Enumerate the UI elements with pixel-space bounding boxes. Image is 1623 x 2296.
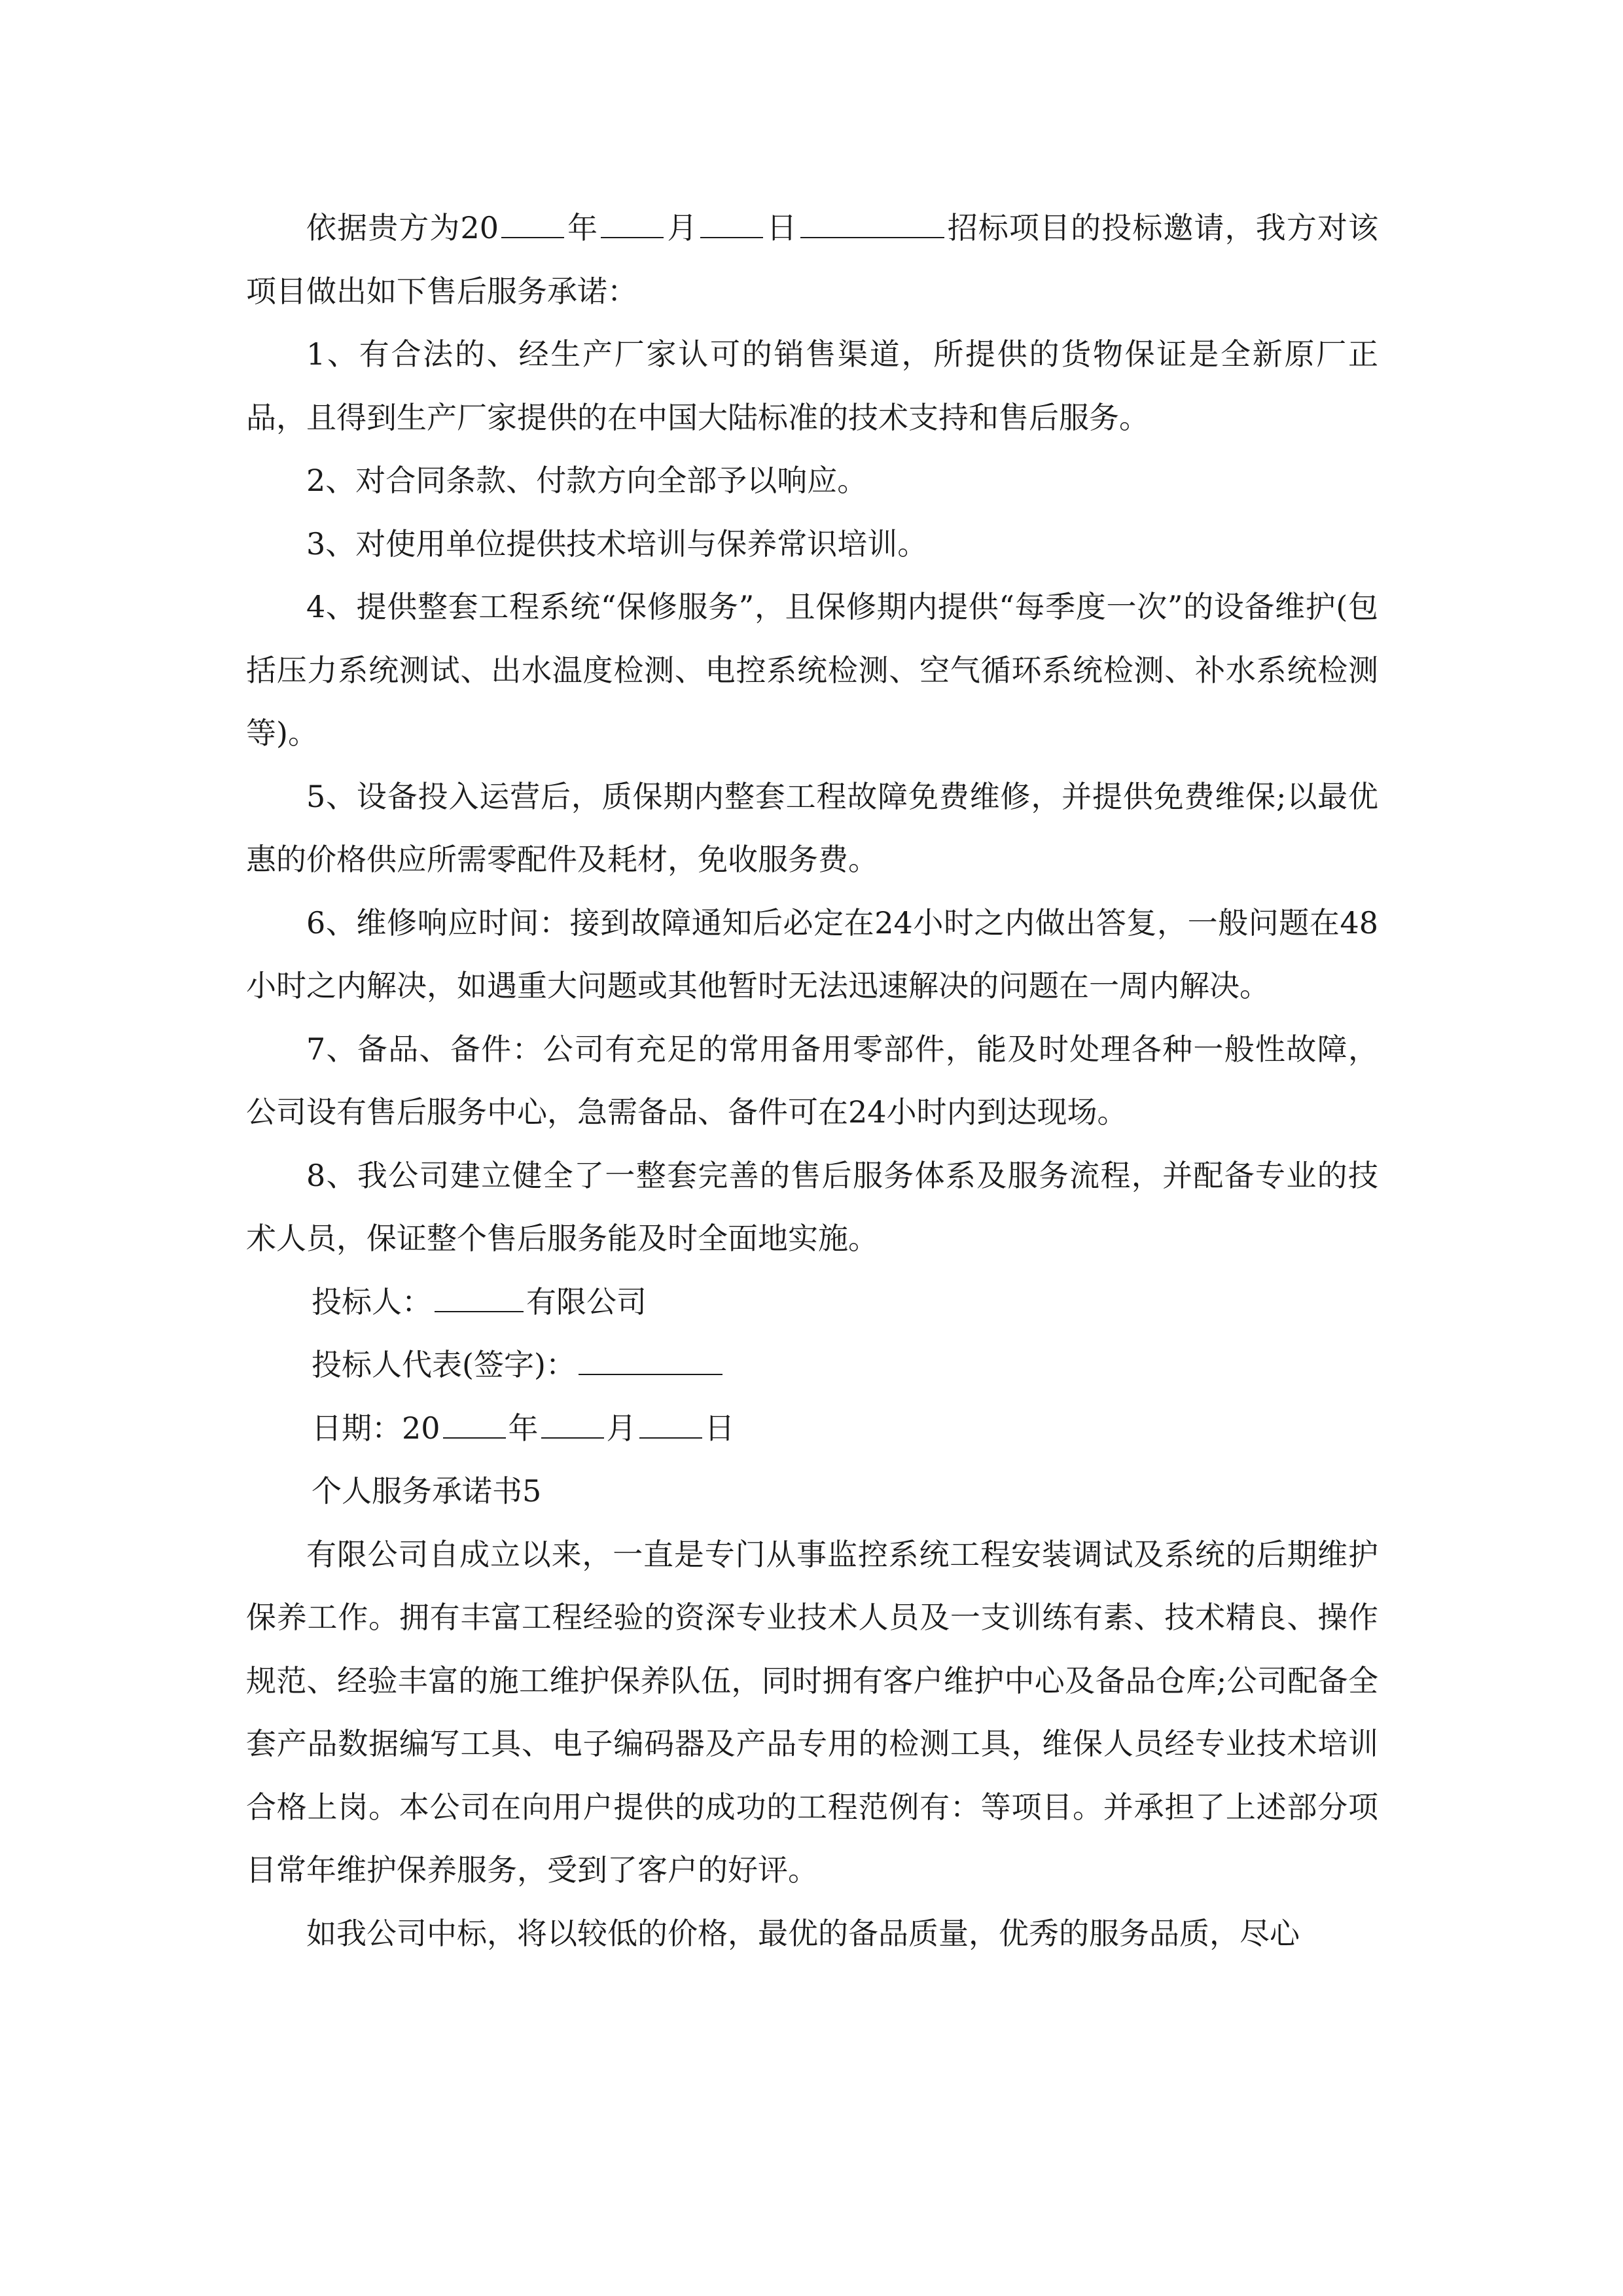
bidder-suffix: 有限公司	[526, 1283, 647, 1319]
opening-month-label: 月	[666, 210, 698, 245]
date-day-blank	[639, 1410, 702, 1438]
date-year-label: 年	[508, 1410, 539, 1446]
date-line	[246, 1397, 1378, 1460]
day-blank	[700, 210, 763, 238]
closing-paragraph: 如我公司中标，将以较低的价格，最优的备品质量，优秀的服务品质，尽心	[306, 1915, 1300, 1951]
date-year-blank	[443, 1410, 506, 1438]
date-day-label: 日	[704, 1410, 735, 1446]
commitment-item-2: 2、对合同条款、付款方向全部予以响应。	[306, 463, 868, 498]
commitment-item-1: 1、有合法的、经生产厂家认可的销售渠道，所提供的货物保证是全新原厂正品，且得到生产厂家提供的在中国大陆标准的技术支持和售后服务。	[246, 336, 1378, 435]
date-month-blank	[541, 1410, 604, 1438]
bidder-blank	[435, 1283, 524, 1312]
opening-prefix: 依据贵方为20	[306, 210, 499, 245]
opening-paragraph	[246, 196, 1378, 323]
bidder-line	[246, 1270, 1378, 1334]
date-month-label: 月	[606, 1410, 637, 1446]
bidder-label: 投标人：	[312, 1283, 432, 1319]
opening-year-label: 年	[567, 210, 599, 245]
section-title: 个人服务承诺书5	[312, 1473, 542, 1509]
year-blank	[501, 210, 564, 238]
representative-line	[246, 1333, 1378, 1397]
project-name-blank	[800, 210, 944, 238]
commitment-item-6: 6、维修响应时间：接到故障通知后必定在24小时之内做出答复，一般问题在48小时之内解决，如遇重大问题或其他暂时无法迅速解决的问题在一周内解决。	[246, 905, 1378, 1003]
company-intro-paragraph: 有限公司自成立以来，一直是专门从事监控系统工程安装调试及系统的后期维护保养工作。拥有丰富工程经验的资深专业技术人员及一支训练有素、技术精良、操作规范、经验丰富的施工维护保养队伍，同时拥有客户维护中心及备品仓库;公司配备全套产品数据编写工具、电子编码器及产品专用的检测工具，维保人员经专业技术培训合格上岗。本公司在向用户提供的成功的工程范例有：等项目。并承担了上述部分项目常年维护保养服务，受到了客户的好评。	[246, 1536, 1378, 1888]
signature-blank	[579, 1347, 722, 1375]
commitment-item-8: 8、我公司建立健全了一整套完善的售后服务体系及服务流程，并配备专业的技术人员，保证整个售后服务能及时全面地实施。	[246, 1157, 1378, 1256]
month-blank	[601, 210, 664, 238]
commitment-item-3: 3、对使用单位提供技术培训与保养常识培训。	[306, 526, 928, 562]
document-body	[246, 196, 1378, 1965]
commitment-item-5: 5、设备投入运营后，质保期内整套工程故障免费维修，并提供免费维保;以最优惠的价格供应所需零配件及耗材，免收服务费。	[246, 778, 1378, 877]
opening-day-label: 日	[766, 210, 798, 245]
commitment-item-7: 7、备品、备件：公司有充足的常用备用零部件，能及时处理各种一般性故障，公司设有售后服务中心，急需备品、备件可在24小时内到达现场。	[246, 1031, 1378, 1130]
representative-label: 投标人代表(签字)：	[312, 1347, 576, 1382]
date-label: 日期：20	[312, 1410, 440, 1446]
opening-suffix: 招标项目的投标邀请，我方对该项目做出如下售后服务承诺：	[246, 210, 1379, 309]
commitment-item-4: 4、提供整套工程系统“保修服务”，且保修期内提供“每季度一次”的设备维护(包括压力系统测试、出水温度检测、电控系统检测、空气循环系统检测、补水系统检测等)。	[246, 589, 1378, 751]
